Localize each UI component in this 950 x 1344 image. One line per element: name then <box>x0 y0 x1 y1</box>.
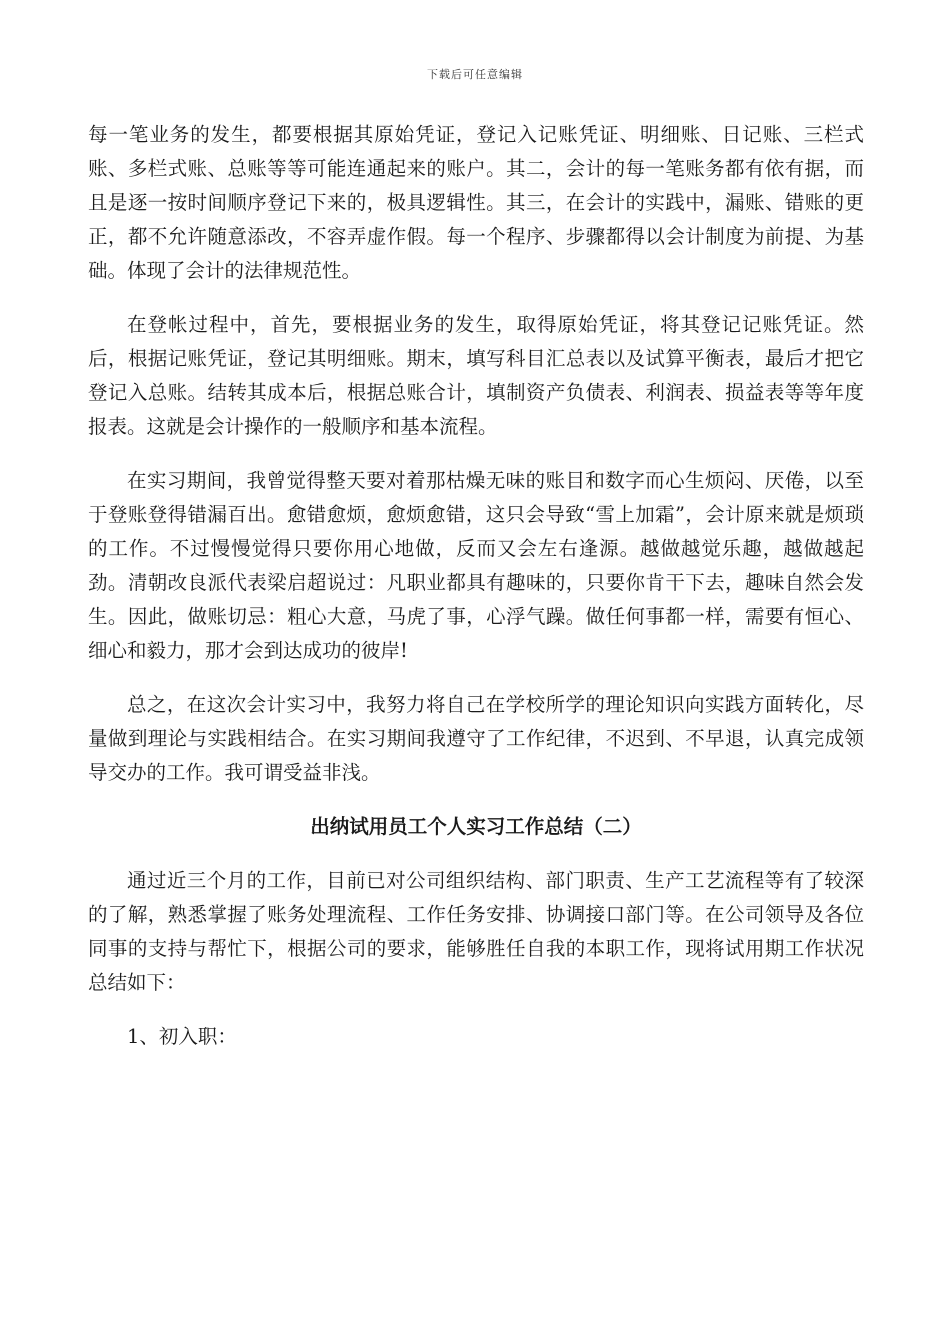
page-header: 下载后可任意编辑 <box>427 68 523 81</box>
paragraph-bookkeeping-process: 在登帐过程中，首先，要根据业务的发生，取得原始凭证，将其登记记账凭证。然后，根据记账凭证，登记其明细账。期末，填写科目汇总表以及试算平衡表，最后才把它登记入总账。结转其成本后，根据总账合计，填制资产负债表、利润表、损益表等等年度报表。这就是会计操作的一般顺序和基本流程。 <box>88 313 864 438</box>
document-body <box>88 118 864 1054</box>
list-item-initial-entry: 1、初入职： <box>127 1025 237 1048</box>
paragraph-internship-experience: 在实习期间，我曾觉得整天要对着那枯燥无味的账目和数字而心生烦闷、厌倦，以至于登账登得错漏百出。愈错愈烦，愈烦愈错，这只会导致“雪上加霜”，会计原来就是烦琐的工作。不过慢慢觉得只要你用心地做，反而又会左右逢源。越做越觉乐趣，越做越起劲。清朝改良派代表梁启超说过：凡职业都具有趣味的，只要你肯干下去，趣味自然会发生。因此，做账切忌：粗心大意，马虎了事，心浮气躁。做任何事都一样，需要有恒心、细心和毅力，那才会到达成功的彼岸! <box>88 469 864 662</box>
paragraph-trial-summary-intro: 通过近三个月的工作，目前已对公司组织结构、部门职责、生产工艺流程等有了较深的了解，熟悉掌握了账务处理流程、工作任务安排、协调接口部门等。在公司领导及各位同事的支持与帮忙下，根据公司的要求，能够胜任自我的本职工作，现将试用期工作状况总结如下： <box>88 869 864 994</box>
paragraph-conclusion: 总之，在这次会计实习中，我努力将自己在学校所学的理论知识向实践方面转化，尽量做到理论与实践相结合。在实习期间我遵守了工作纪律，不迟到、不早退，认真完成领导交办的工作。我可谓受益非浅。 <box>88 693 864 784</box>
paragraph-continued: 每一笔业务的发生，都要根据其原始凭证，登记入记账凭证、明细账、日记账、三栏式账、多栏式账、总账等等可能连通起来的账户。其二，会计的每一笔账务都有依有据，而且是逐一按时间顺序登记下来的，极具逻辑性。其三，在会计的实践中，漏账、错账的更正，都不允许随意添改，不容弄虚作假。每一个程序、步骤都得以会计制度为前提、为基础。体现了会计的法律规范性。 <box>88 123 864 282</box>
section-title: 出纳试用员工个人实习工作总结（二） <box>310 815 642 838</box>
